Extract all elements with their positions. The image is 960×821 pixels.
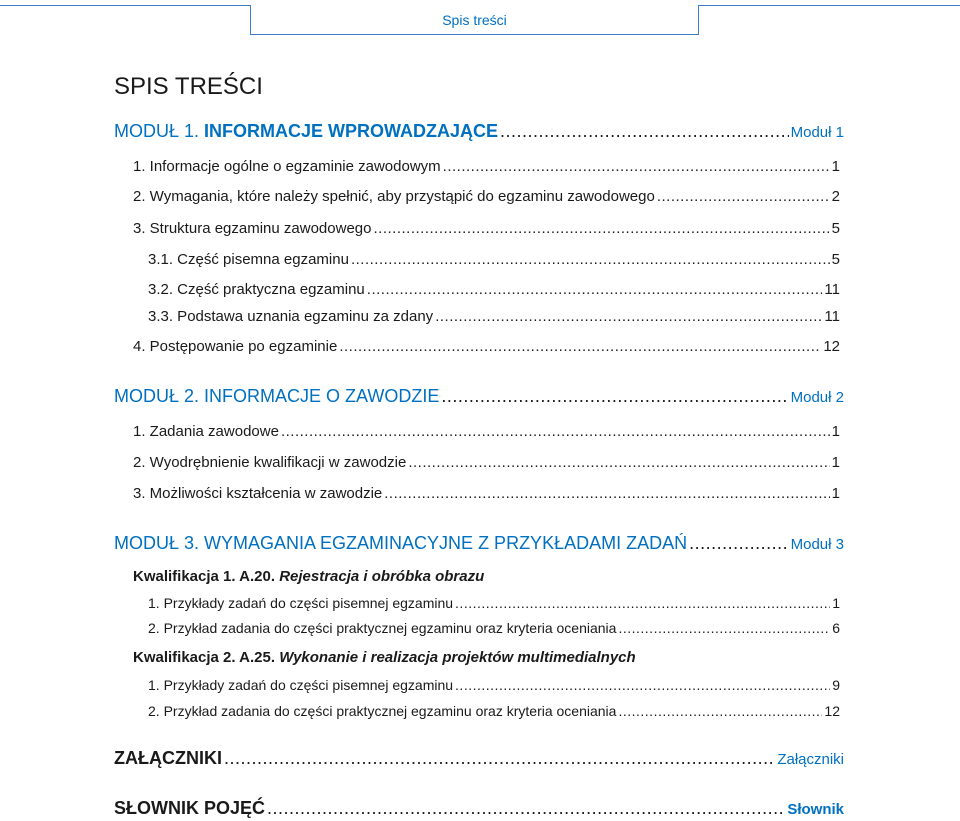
dot-leader xyxy=(455,677,830,693)
running-header xyxy=(250,5,699,35)
dot-leader xyxy=(689,533,789,554)
toc-entry-page: 12 xyxy=(824,703,840,719)
toc-subentry[interactable] xyxy=(148,251,840,268)
dot-leader xyxy=(618,620,830,636)
glossary-page: Słownik xyxy=(787,801,844,818)
toc-entry-page: 11 xyxy=(824,281,840,298)
toc-entry-text: 2. Wymagania, które należy spełnić, aby przystąpić do egzaminu zawodowego xyxy=(133,188,655,205)
toc-entry-text: 1. Przykłady zadań do części pisemnej egzaminu xyxy=(148,595,454,611)
toc-entry-page: 2 xyxy=(831,188,840,205)
dot-leader xyxy=(373,220,829,237)
toc-entry[interactable] xyxy=(133,220,840,237)
toc-entry-page: 6 xyxy=(832,620,840,636)
attachments-title: ZAŁĄCZNIKI xyxy=(114,748,222,768)
toc-glossary[interactable] xyxy=(114,798,844,819)
qualification-heading xyxy=(133,568,484,585)
dot-leader xyxy=(500,121,789,142)
toc-entry-page: 5 xyxy=(831,251,840,268)
toc-entry-text: 3.1. Część pisemna egzaminu xyxy=(148,251,349,268)
running-header-title: Spis treści xyxy=(442,11,507,28)
glossary-title: SŁOWNIK POJĘĆ xyxy=(114,798,266,818)
module-2-title: INFORMACJE O ZAWODZIE xyxy=(204,386,440,406)
module-2-page: Moduł 2 xyxy=(790,389,844,406)
toc-entry-text: 3. Struktura egzaminu zawodowego xyxy=(133,220,372,237)
attachments-page: Załączniki xyxy=(777,751,844,768)
toc-entry-page: 1 xyxy=(832,595,840,611)
dot-leader xyxy=(435,308,822,325)
dot-leader xyxy=(339,338,821,355)
toc-entry-text: 3.3. Podstawa uznania egzaminu za zdany xyxy=(148,308,434,325)
dot-leader xyxy=(455,595,830,611)
module-1-title: INFORMACJE WPROWADZAJĄCE xyxy=(204,121,499,141)
toc-entry[interactable] xyxy=(133,454,840,471)
toc-subentry[interactable] xyxy=(148,308,840,325)
dot-leader xyxy=(351,251,830,268)
qualification-label: Kwalifikacja 2. A.25. xyxy=(133,649,280,666)
toc-entry-page: 1 xyxy=(831,423,840,440)
module-1-prefix: MODUŁ 1. xyxy=(114,121,205,141)
toc-entry[interactable] xyxy=(133,338,840,355)
dot-leader xyxy=(443,158,830,175)
module-3-prefix: MODUŁ 3. xyxy=(114,533,205,553)
toc-entry[interactable] xyxy=(148,620,840,636)
toc-entry[interactable] xyxy=(133,423,840,440)
toc-entry-text: 2. Przykład zadania do części praktycznej egzaminu oraz kryteria oceniania xyxy=(148,703,617,719)
dot-leader xyxy=(384,485,829,502)
toc-entry-text: 3. Możliwości kształcenia w zawodzie xyxy=(133,485,383,502)
toc-entry-text: 3.2. Część praktyczna egzaminu xyxy=(148,281,365,298)
module-3-title: WYMAGANIA EGZAMINACYJNE Z PRZYKŁADAMI ZADAŃ xyxy=(204,533,688,553)
toc-entry-page: 1 xyxy=(831,158,840,175)
dot-leader xyxy=(657,188,830,205)
page-title: SPIS TREŚCI xyxy=(114,73,263,100)
toc-entry-page: 1 xyxy=(831,454,840,471)
dot-leader xyxy=(408,454,829,471)
module-3-page: Moduł 3 xyxy=(790,536,844,553)
toc-module-1[interactable] xyxy=(114,121,844,142)
toc-subentry[interactable] xyxy=(148,281,840,298)
toc-entry[interactable] xyxy=(148,595,840,611)
toc-attachments[interactable] xyxy=(114,748,844,769)
dot-leader xyxy=(367,281,823,298)
dot-leader xyxy=(618,703,822,719)
qualification-name: Rejestracja i obróbka obrazu xyxy=(279,568,485,585)
dot-leader xyxy=(281,423,830,440)
toc-entry-page: 11 xyxy=(824,308,840,325)
dot-leader xyxy=(267,798,785,819)
toc-module-3[interactable] xyxy=(114,533,844,554)
toc-entry[interactable] xyxy=(148,677,840,693)
module-1-page: Moduł 1 xyxy=(790,124,844,141)
toc-entry-page: 1 xyxy=(831,485,840,502)
dot-leader xyxy=(224,748,775,769)
toc-entry-page: 5 xyxy=(831,220,840,237)
toc-entry-text: 4. Postępowanie po egzaminie xyxy=(133,338,338,355)
toc-entry-page: 12 xyxy=(823,338,840,355)
toc-entry[interactable] xyxy=(133,188,840,205)
toc-entry-text: 1. Informacje ogólne o egzaminie zawodowym xyxy=(133,158,441,175)
toc-module-2[interactable] xyxy=(114,386,844,407)
qualification-name: Wykonanie i realizacja projektów multimedialnych xyxy=(279,649,636,666)
qualification-label: Kwalifikacja 1. A.20. xyxy=(133,568,280,585)
module-2-prefix: MODUŁ 2. xyxy=(114,386,205,406)
toc-entry-text: 1. Zadania zawodowe xyxy=(133,423,279,440)
toc-entry-text: 2. Wyodrębnienie kwalifikacji w zawodzie xyxy=(133,454,407,471)
toc-entry-text: 1. Przykłady zadań do części pisemnej egzaminu xyxy=(148,677,454,693)
toc-entry[interactable] xyxy=(148,703,840,719)
toc-entry-text: 2. Przykład zadania do części praktycznej egzaminu oraz kryteria oceniania xyxy=(148,620,617,636)
dot-leader xyxy=(441,386,788,407)
qualification-heading xyxy=(133,649,636,666)
toc-entry[interactable] xyxy=(133,485,840,502)
toc-entry[interactable] xyxy=(133,158,840,175)
toc-entry-page: 9 xyxy=(832,677,840,693)
